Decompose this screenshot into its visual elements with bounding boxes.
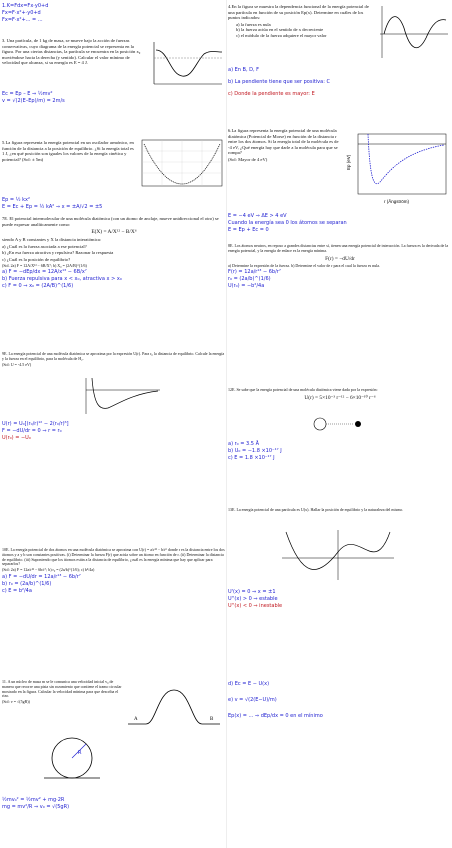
problem-13-text: 13E. La energía potencial de una partícula es U(x). Hallar la posición de equilibrio y la naturaleza del mismo. (228, 507, 404, 512)
hw-line: c) E = b²/4a (2, 587, 32, 594)
hw-answer-3 (2, 90, 226, 105)
hw-line: Cuando la energía sea 0 los átomos se separan (228, 220, 347, 226)
figure-13-potential (278, 528, 398, 582)
hw-line: b) r₀ = (2a/b)^(1/6) (2, 580, 52, 587)
figure-6-morse (344, 130, 450, 206)
hw-line: Fx=F·x²+·y0+d (2, 10, 41, 16)
problem-7-equation: E(X) = A/X¹² − B/X⁶ (91, 229, 137, 236)
hw-line: b) Fuerza repulsiva para x < x₀, atractiva x > x₀ (2, 276, 122, 283)
problem-8-text: 8E. Los átomos neutros, en reposo a grandes distancias entre sí, tienen una energía potencial de interacción. La fuerza es la derivada de la energía potencial, y la energía de enlace es la energía mínima. (228, 243, 449, 253)
hw-line: v = √(2(E–Ep)/m) = 2m/s (2, 98, 65, 104)
hw-line: Ep(x) = ... ⇒ dEp/dx = 0 en el mínimo (228, 713, 323, 719)
figure-5-parabola (138, 138, 224, 192)
problem-7-question: b) ¿En esa fuerza atractiva y repulsiva? Razonar la respuesta (2, 250, 114, 256)
hw-line: E = Ep + Ec = 0 (228, 227, 269, 233)
problem-9-solution: (Sol: U = -4.5 eV) (2, 361, 32, 367)
hw-line: E = Ec + Ep = ½ kA² ⇒ x = ±A/√2 = ±5 (2, 204, 103, 210)
hw-line: a) F = −dEp/dx = 12A/x¹³ − 6B/x⁷ (2, 269, 87, 276)
problem-10-text: 10E. La energía potencial de dos átomos en una molécula diatómica se aproxima con U(r) = a/r¹² − b/r⁶ donde r es la distancia entre los dos átomos y a y b son constantes positivas. (i) Determinar la fuerza F(r) que actúa sobre un átomo en función de r. (ii) Determinar la distancia de equilibrio. (iii) Suponiendo que los átomos están a la distancia de equilibrio, ¿cuál es la energía mínima que hay que aplicar para separarlos? (2, 547, 225, 567)
left-column (2, 0, 226, 848)
hw-line: ½mv₀² = ½mv² + mg·2R (2, 797, 65, 803)
hw-line: a) En B, D, F (228, 67, 260, 73)
hw-answer-6 (228, 212, 452, 234)
hw-line: b) La pendiente tiene que ser positiva: C (228, 79, 330, 85)
hw-answer-5 (2, 196, 226, 211)
figure-3-potential-well (148, 40, 224, 88)
problem-4-question: a) la fuerza es nula (236, 21, 271, 27)
hw-line: F = −dU/dr = 0 ⇒ r = r₀ (2, 428, 62, 434)
problem-11 (2, 680, 122, 706)
problem-7-question: c) ¿Cuál es la posición de equilibrio? (2, 256, 71, 262)
problem-8-equation: F(r) = −dU/dr (325, 255, 355, 262)
hw-line: c) E = 1.8 ×10⁻¹⁷ J (228, 455, 275, 461)
hw-line: U''(x) < 0 ⇒ inestable (228, 603, 283, 609)
hw-line: U(r₀) = −U₀ (2, 435, 31, 441)
problem-8 (228, 244, 452, 290)
figure-9-potential (82, 376, 162, 416)
problem-4-question: b) la fuerza actúa en el sentido de x decreciente (236, 27, 324, 33)
problem-9-text: 9E. La energía potencial de una molécula diatómica se aproxima por la expresión U(r). Para r₀ la distancia de equilibrio. Calcule la energía y la fuerza en el equilibrio, para la molécula de H₂. (2, 351, 225, 361)
problem-5 (2, 140, 134, 163)
figure-11-track (126, 684, 222, 728)
figure-11-loop (42, 730, 102, 790)
problem-6-text: 6.La figura representa la energía potencial de una molécula diatómica (Potencial de Morse) en función de la distancia r entre los dos átomos. Si la energía total de la molécula es de -4 eV, ¿Qué energía hay que darle a la molécula para que se rompa? (228, 128, 339, 156)
problem-3 (2, 38, 142, 67)
problem-7-question: a) ¿Cuál es la fuerza asociada a ese potencial? (2, 243, 87, 249)
problem-7-text: 7E. El potencial intermolecular de una molécula diatómica (con un átomo de anclaje, mueve unidireccional el otro) se puede expresar analíticamente como: (2, 216, 219, 227)
column-divider (226, 0, 227, 848)
hw-answer-11 (2, 796, 226, 811)
hw-line: Ec = Ep – E ⇒ ½mv² (2, 91, 53, 97)
hw-answer-4 (228, 66, 452, 98)
problem-7-solution: (Sol. 2a) F = 12A/X¹³ − 6B/X⁷; b) X₀ = (2A/B)^(1/6) (2, 262, 87, 268)
problem-4-questions (228, 22, 374, 39)
problem-4-question: c) el módulo de la fuerza adquiere el mayor valor (236, 32, 327, 38)
hw-answer-9 (2, 420, 226, 442)
problem-11-solution: (Sol: v = √(5gR)) (2, 699, 30, 705)
problem-10 (2, 548, 226, 595)
hw-line: c) F = 0 ⇒ x₀ = (2A/B)^(1/6) (2, 283, 74, 290)
problem-9 (2, 352, 226, 368)
hw-line: 1.K=Fdx=Fx·y0+d (2, 3, 49, 9)
fig11-label: B (210, 717, 214, 722)
hw-line: U(r₀) = −b²/4a (228, 283, 265, 290)
problem-11-text: 11. A un núcleo de masa m se le comunica una velocidad inicial v₀ de manera que recorre una pista sin rozamiento que contiene el tramo circular mostrado en la figura. Calcular la velocidad mínima para que describa el rizo. (2, 679, 122, 699)
hw-line: U(r) = U₀[(r₀/r)¹² − 2(r₀/r)⁶] (2, 421, 69, 427)
figure-4-potential (376, 4, 450, 60)
hw-line: d) Ec = E − U(x) (228, 681, 270, 687)
problem-12 (228, 388, 452, 403)
problem-12-text: 12E. Se sabe que la energía potencial de una molécula diatómica viene dada por la expresión: (228, 387, 378, 392)
problem-7-text-b: siendo A y B constantes y X la distancia interatómica: (2, 237, 102, 243)
problem-7 (2, 216, 226, 290)
problem-3-text: 3. Una partícula, de 1 kg de masa, se mueve bajo la acción de fuerzas conservativas, cuyo diagrama de la energía potencial se representa en la figura. Por una ciertas distancias, la partícula se encuentra en la posición x₀ moviéndose hacia la derecha (y sentido). Calcular el valor mínimo de velocidad que alcanza, si su energía es E = 4 J. (2, 38, 141, 66)
hw-line: F(r) = 12a/r¹³ − 6b/r⁷ (228, 269, 281, 276)
fig11-label: R (78, 750, 82, 756)
hw-line: Fx=F·x²+... = ... (2, 17, 43, 23)
fig11-label: A (134, 717, 138, 722)
problem-12-equation: U(r) = 5×10⁻³ r⁻¹² − 6×10⁻¹⁰ r⁻⁶ (304, 394, 376, 401)
fig6-ylabel: Ep (eV) (346, 154, 351, 170)
hw-line: Ep = ½ kx² (2, 197, 30, 203)
fig6-xlabel: r (Ångström) (384, 199, 410, 204)
problem-13 (228, 508, 452, 514)
hw-line: E = −4 eV ⇒ ΔE > 4 eV (228, 213, 287, 219)
hw-line: b) U₀ = −1.8 ×10⁻¹⁷ J (228, 448, 282, 454)
figure-12-atoms (304, 414, 374, 434)
hw-line: a) F = −dU/dr = 12a/r¹³ − 6b/r⁷ (2, 573, 81, 580)
hw-line: e) v = √(2(E−U)/m) (228, 697, 277, 703)
hw-answer-13 (228, 588, 452, 610)
hw-answer-12 (228, 440, 452, 462)
problem-5-text: 5.La figura representa la energía potencial en un oscilador armónico, en función de la distancia a la posición de equilibrio. ¿Si la energía total es 1 J, ¿en qué posición son iguales los valores de la energía cinética y potencial? (Sol: ± 5m) (2, 140, 134, 162)
hw-line: c) Donde la pendiente es mayor: E (228, 91, 315, 97)
hw-line: U''(x) > 0 ⇒ estable (228, 596, 278, 602)
problem-6 (228, 128, 340, 164)
handwritten-header (2, 2, 226, 24)
hw-answer-bottom (228, 680, 452, 720)
problem-10-solution: (Sol: 2a) F = 12a/r¹³ − 6b/r⁷; b) r₀ = (2a/b)^(1/6); c) b²/4a) (2, 567, 95, 573)
hw-line: U'(x) = 0 ⇒ x = ±1 (228, 589, 276, 595)
problem-6-solution: (Sol: Mayor de 4 eV) (228, 156, 268, 162)
hw-line: a) r₀ = 3.5 Å (228, 441, 259, 447)
hw-line: mg = mv²/R ⇒ v₀ = √(5gR) (2, 804, 70, 810)
hw-line: r₀ = (2a/b)^(1/6) (228, 276, 271, 283)
problem-8-text-b: a) Determine la expresión de la fuerza. b) Determine el valor de r para el cual la fuerza es nula. (228, 262, 381, 268)
right-column (228, 0, 452, 848)
problem-4 (228, 4, 374, 39)
problem-4-text: 4.En la figura se muestra la dependencia funcional de la energía potencial de una partícula en función de su posición Ep(x). Determine en cuáles de los puntos indicados: (228, 4, 369, 21)
